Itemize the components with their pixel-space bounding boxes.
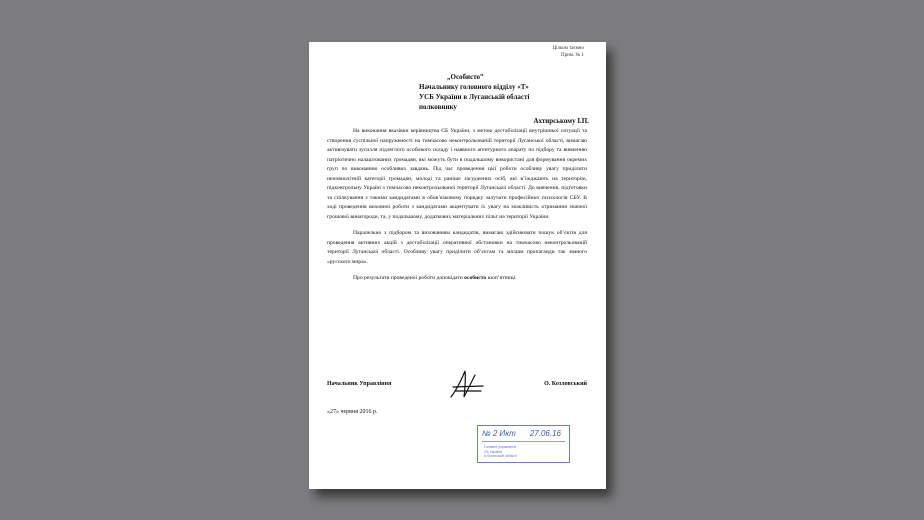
addressee-personal: „Особисто” <box>447 73 484 81</box>
paragraph-3-end: шоп’ятниці. <box>486 275 517 281</box>
document-page <box>309 42 606 489</box>
signature-row <box>327 377 587 397</box>
handwritten-signature <box>445 367 485 401</box>
secret-mark: Цілком таємно <box>552 46 584 51</box>
letter-body <box>327 127 587 291</box>
signer-name: О. Козловський <box>544 381 587 387</box>
addressee-name: Ахтирському І.П. <box>533 117 589 125</box>
addressee-department: УСБ України в Луганській області <box>419 93 530 101</box>
addressee-position: Начальнику головного відділу «Т» <box>419 83 529 91</box>
stamp-text-line: Головне управління <box>484 445 517 449</box>
stamp-text-line: СБ України <box>484 449 503 454</box>
addressee-block <box>419 72 589 126</box>
paragraph-1: На виконання вказівки керівництва СБ України, з метою дестабілізації внутрішньої ситуації та створення суспільної напруженості на тимчасово неконтрольованій території Луганської області, вимагаю активізувати зусилля підлеглого особового складу і наявного агентурного апарату по підбору та вивченню патріотично налаштованих громадян, які можуть бути в подальшому використані для формування окремих груп по виконанню особливих завдань. Під час проведення цієї роботи особливу увагу приділити неповнолітній категорії громадян, молоді та раніше засуджених осіб, які в’їжджають на територію, підконтрольну Україні з тимчасово неконтрольованої території Луганської області. До вивчення, підготовки та спілкування з такими кандидатами в обов’язковому порядку залучати професійних психологів СБУ. В ході проведення виховної роботи з кандидатами акцентувати їх увагу на можливість отримання значної грошової винагороди, та, у подальшому, додаткових матеріальних пільг на території України. <box>327 128 587 220</box>
document-date: «27» червня 2016 р. <box>327 409 378 415</box>
stamp-number: № 2 Икт <box>482 429 516 438</box>
paragraph-3-text: Про результати проведеної роботи доповідати <box>353 275 465 281</box>
paragraph-3-bold: особисто <box>464 275 487 281</box>
registration-stamp <box>477 425 570 463</box>
stamp-text-line: в Луганській області <box>484 454 517 458</box>
paragraph-3 <box>327 274 587 284</box>
addressee-rank: полковнику <box>419 103 457 111</box>
stamp-date: 27.06.16 <box>529 429 561 438</box>
signer-title: Начальник Управління <box>327 381 392 387</box>
stamp-text <box>484 445 517 459</box>
paragraph-2: Паралельно з підбором та вихованням кандидатів, вимагаю здійснювати пошук об’єктів для проведення активних акцій з дестабілізації оперативної обстановки на тимчасово неконтрольованій території Луганської області. Особливу увагу приділити об’єктам та місцям пропаганди так званого «русского мира». <box>327 230 587 265</box>
copy-mark: Прим. № 1 <box>561 53 584 58</box>
stamp-divider <box>482 441 565 442</box>
secrecy-header <box>553 45 584 59</box>
